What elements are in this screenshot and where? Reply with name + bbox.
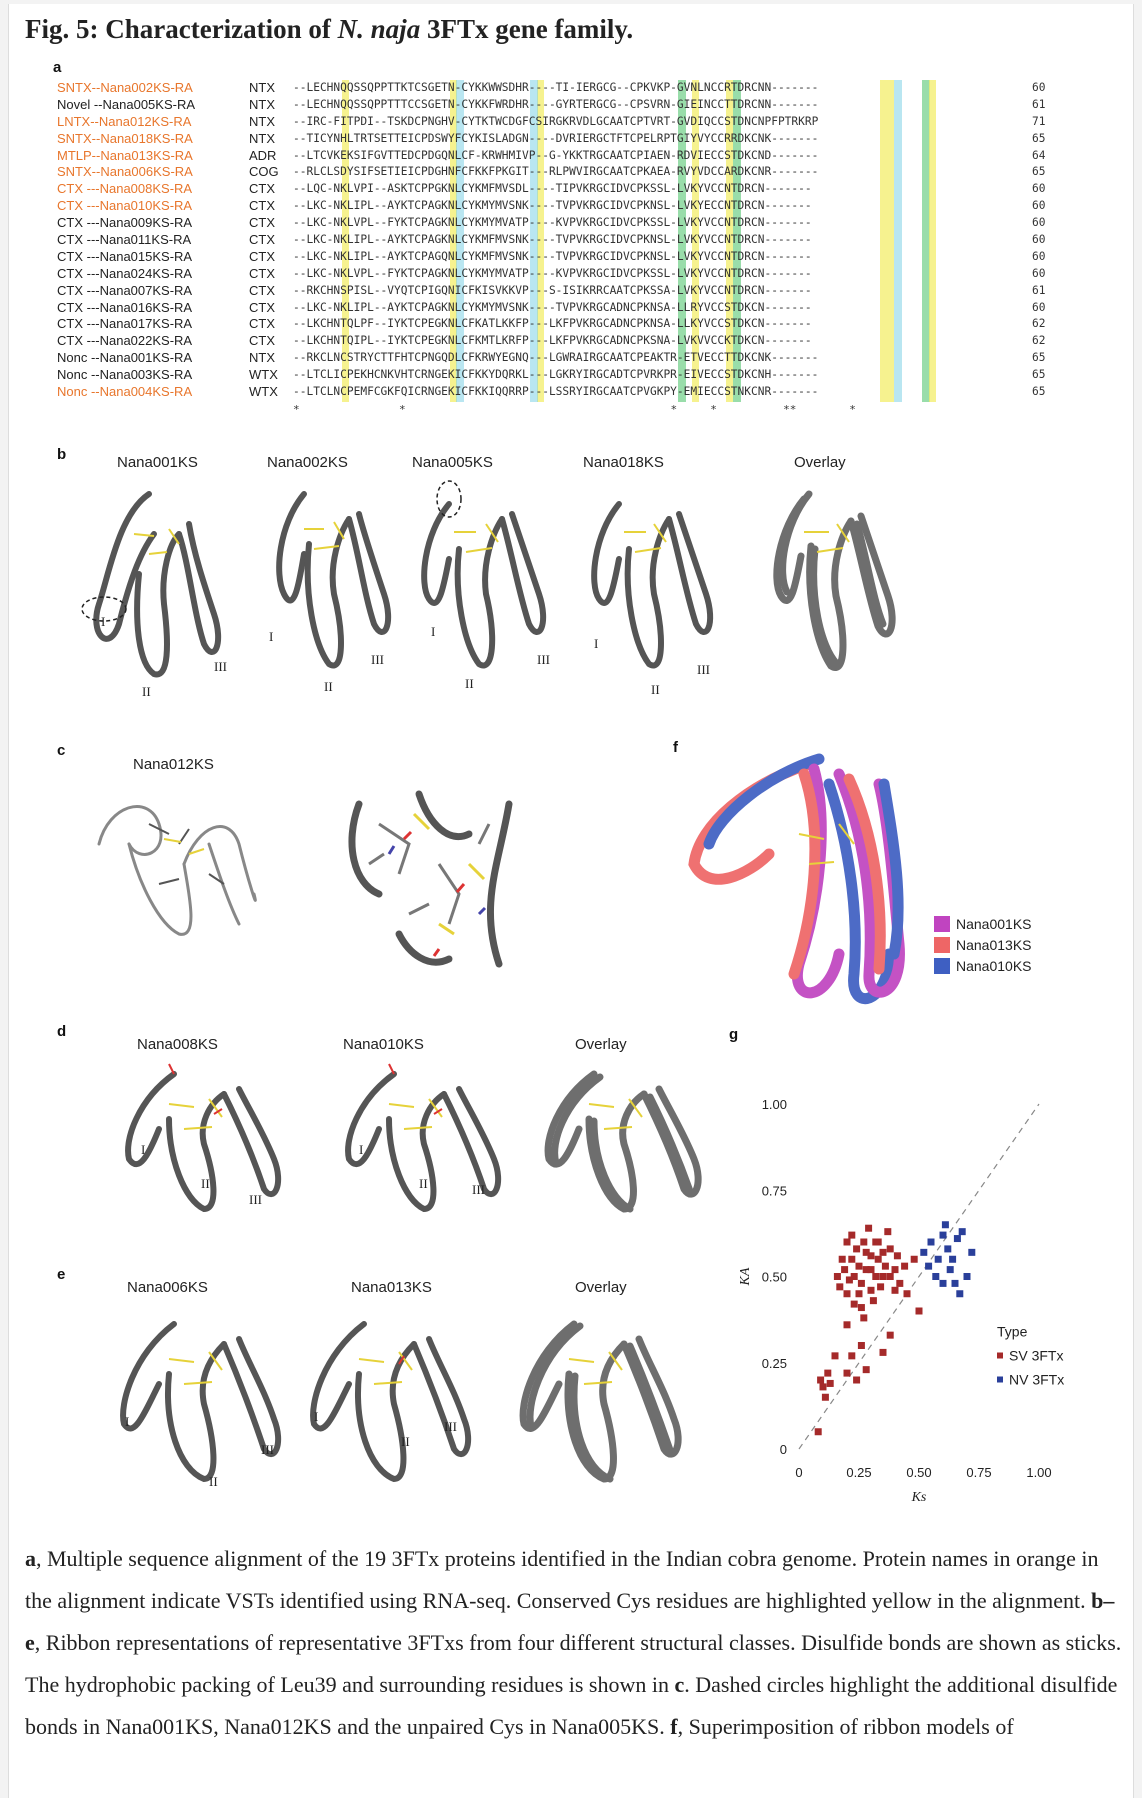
alignment-protein-type: CTX [249,333,275,349]
panel-g-label: g [729,1026,739,1043]
alignment-sequence: --LECHNQQSSQPPTTTCCSGETN-CYKKFWRDHR----GYRTERGCG--CPSVRN-GIEINCCTTDRCNN------- [293,97,819,111]
data-point-sv-3ftx [868,1287,875,1294]
data-point-sv-3ftx [858,1280,865,1287]
data-point-nv-3ftx [954,1235,961,1242]
alignment-protein-name: SNTX--Nana018KS-RA [57,130,193,146]
alignment-protein-type: CTX [249,316,275,332]
alignment-length: 60 [1032,216,1046,230]
hydrophobic-packing-detail [339,784,539,984]
x-axis-label: Ks [911,1490,927,1505]
loop-label: III [472,1182,485,1197]
ribbon-structure-nana006ks [114,1304,284,1494]
data-point-nv-3ftx [940,1232,947,1239]
data-point-nv-3ftx [932,1273,939,1280]
alignment-protein-name: SNTX--Nana002KS-RA [57,80,193,95]
alignment-protein-type: CTX [249,198,275,214]
alignment-protein-name: SNTX--Nana006KS-RA [57,164,193,180]
alignment-sequence: --LKCHNTQIPL--IYKTCPEGKNLCFKMTLKRFP---LKFPVKRGCADNCPKSNA-LVKVVCCKTDKCN------- [293,334,812,348]
x-tick-label: 0.50 [906,1465,932,1480]
loop-label: I [269,629,274,644]
alignment-protein-type: CTX [249,215,275,231]
panel-d-structure-label: Nana010KS [343,1036,424,1053]
alignment-sequence: --LTCLICPEKHCNKVHTCRNGEKICFKKYDQRKL---LGKRYIRGCADTCPVRKPR-EIVECCSTDKCNH------- [293,368,819,382]
alignment-sequence: --LTCVKEKSIFGVTTEDCPDGQNLCF-KRWHMIVP--G-YKKTRGCAATCPIAEN-RDVIECCSTDKCND------- [293,148,819,162]
alignment-length: 60 [1032,182,1046,196]
alignment-protein-type: CTX [249,265,275,281]
data-point-sv-3ftx [853,1245,860,1252]
ribbon-structure-nana005ks [404,474,554,694]
panel-b-structure-label: Nana005KS [412,454,493,471]
legend-marker [997,1377,1003,1383]
alignment-row [57,164,1047,181]
alignment-sequence: --TICYNHLTRTSETTEICPDSWYFCYKISLADGN----DVRIERGCTFTCPELRPTGIYVYCCRRDKCNK------- [293,131,819,145]
loop-label: II [419,1176,428,1191]
y-tick-label: 1.00 [761,1097,787,1112]
alignment-length: 61 [1032,283,1046,297]
data-point-sv-3ftx [848,1352,855,1359]
panel-b-label: b [57,446,67,463]
data-point-nv-3ftx [959,1228,966,1235]
alignment-row [57,215,1047,232]
alignment-row [57,367,1047,384]
caption-text-be: , Ribbon representations of representative 3FTxs from four different structural classes. Disulfide bonds are shown as sticks. The hydrophobic packing of Leu39 and surrounding residues is shown in [25,1630,1122,1697]
alignment-length: 60 [1032,233,1046,247]
alignment-length: 65 [1032,131,1046,145]
loop-label: II [324,679,333,694]
legend-entry: NV 3FTx [1009,1371,1065,1388]
panel-e-label: e [57,1266,66,1283]
data-point-nv-3ftx [968,1249,975,1256]
data-point-sv-3ftx [822,1394,829,1401]
figure-title [25,14,633,45]
alignment-protein-name: CTX ---Nana024KS-RA [57,265,193,281]
alignment-protein-name: CTX ---Nana015KS-RA [57,248,193,264]
alignment-protein-type: NTX [249,350,275,366]
alignment-length: 60 [1032,266,1046,280]
data-point-nv-3ftx [928,1239,935,1246]
alignment-length: 65 [1032,165,1046,179]
alignment-row [57,148,1047,165]
panel-e-structure-label: Overlay [575,1279,627,1296]
alignment-row [57,97,1047,114]
data-point-sv-3ftx [827,1380,834,1387]
loop-label: II [401,1434,410,1449]
data-point-sv-3ftx [887,1245,894,1252]
legend-label: Nana001KS [956,916,1032,932]
alignment-protein-type: CTX [249,299,275,315]
alignment-row [57,131,1047,148]
alignment-protein-type: CTX [249,181,275,197]
alignment-protein-type: NTX [249,130,275,146]
data-point-sv-3ftx [880,1273,887,1280]
loop-label: I [125,1414,130,1429]
alignment-row [57,249,1047,266]
ribbon-structure-overlay-d [534,1059,714,1219]
alignment-sequence: --LTCLNCPEMFCGKFQICRNGEKICFKKIQQRRP---LSSRYIRGCAATCPVGKPY-EMIECCSTNKCNR------- [293,385,819,399]
data-point-sv-3ftx [832,1352,839,1359]
loop-label: II [209,1474,218,1489]
alignment-protein-name: Nonc --Nana003KS-RA [57,367,193,383]
data-point-sv-3ftx [894,1252,901,1259]
panel-a-label: a [53,59,62,76]
figure-title-prefix: Fig. 5: Characterization of [25,14,338,44]
data-point-sv-3ftx [836,1283,843,1290]
alignment-protein-name: Novel --Nana005KS-RA [57,96,196,112]
superimposed-ribbon-models [689,744,949,1024]
data-point-sv-3ftx [848,1256,855,1263]
ribbon-structure-nana012ks [89,784,269,944]
alignment-sequence: --LECHNQQSSQPPTTKTCSGETN-CYKKWWSDHR----TI-IERGCG--CPKVKP-GVNLNCCRTDRCNN------- [293,81,819,94]
alignment-protein-type: WTX [249,384,278,400]
data-point-sv-3ftx [858,1342,865,1349]
data-point-nv-3ftx [940,1280,947,1287]
alignment-sequence: --LKCHNTQLPF--IYKTCPEGKNLCFKATLKKFP---LKFPVKRGCADNCPKNSA-LLKYVCCSTDKCN------- [293,317,812,331]
data-point-sv-3ftx [896,1280,903,1287]
data-point-sv-3ftx [817,1377,824,1384]
data-point-sv-3ftx [877,1283,884,1290]
alignment-sequence: --LKC-NKLIPL--AYKTCPAGKNLCYKMFMVSNK----TVPVKRGCIDVCPKNSL-LVKYVCCNTDRCN------- [293,233,812,247]
data-point-sv-3ftx [901,1263,908,1270]
loop-label: III [537,652,550,667]
data-point-sv-3ftx [865,1225,872,1232]
alignment-length: 65 [1032,385,1046,399]
data-point-sv-3ftx [911,1256,918,1263]
panel-e-structure-label: Nana006KS [127,1279,208,1296]
alignment-protein-name: CTX ---Nana007KS-RA [57,282,193,298]
alignment-protein-name: CTX ---Nana011KS-RA [57,232,192,248]
legend-label: Nana013KS [956,937,1032,953]
alignment-row [57,384,1047,401]
legend-title: Type [997,1323,1028,1340]
legend-marker [997,1353,1003,1359]
data-point-sv-3ftx [904,1290,911,1297]
legend-entry: SV 3FTx [1009,1347,1064,1364]
alignment-row [57,266,1047,283]
caption-label-f: f [670,1714,678,1739]
alignment-protein-type: CTX [249,248,275,264]
alignment-sequence: --RLCLSDYSIFSETIEICPDGHNFCFKKFPKGIT---RLPWVIRGCAATCPKAEA-RVYVDCCARDKCNR------- [293,165,819,179]
panel-c-label: c [57,742,66,759]
loop-label: III [261,1442,274,1457]
loop-label: III [444,1419,457,1434]
data-point-sv-3ftx [846,1276,853,1283]
data-point-sv-3ftx [892,1266,899,1273]
y-axis-label: KA [738,1267,753,1286]
alignment-sequence: --RKCLNCSTRYCTTFHTCPNGQDLCFKRWYEGNQ---LGWRAIRGCAATCPEAKTR-ETVECCTTDKCNK------- [293,351,819,365]
data-point-sv-3ftx [824,1370,831,1377]
data-point-nv-3ftx [964,1273,971,1280]
data-point-sv-3ftx [870,1297,877,1304]
alignment-protein-type: WTX [249,367,278,383]
alignment-protein-name: Nonc --Nana001KS-RA [57,350,193,366]
panel-b-structure-label: Nana002KS [267,454,348,471]
data-point-sv-3ftx [884,1228,891,1235]
panel-b-structure-label: Overlay [794,454,846,471]
alignment-protein-type: CTX [249,232,275,248]
y-tick-label: 0 [779,1442,787,1457]
alignment-length: 60 [1032,199,1046,213]
conservation-stars: * * * * ** * [293,403,856,416]
alignment-protein-name: CTX ---Nana009KS-RA [57,215,193,231]
alignment-row [57,300,1047,317]
legend-swatch-nana001ks [934,916,950,932]
figure-title-suffix: 3FTx gene family. [420,14,634,44]
panel-d-structure-label: Overlay [575,1036,627,1053]
figure-caption [25,1538,1125,1748]
caption-text-f: , Superimposition of ribbon models of [677,1714,1014,1739]
data-point-sv-3ftx [839,1256,846,1263]
data-point-nv-3ftx [920,1249,927,1256]
loop-label: I [431,624,436,639]
data-point-sv-3ftx [841,1266,848,1273]
data-point-sv-3ftx [860,1314,867,1321]
alignment-row [57,80,1047,97]
figure-card [8,4,1134,1798]
alignment-protein-type: NTX [249,96,275,112]
data-point-sv-3ftx [880,1349,887,1356]
alignment-sequence: --IRC-FITPDI--TSKDCPNGHV-CYTKTWCDGFCSIRGKRVDLGCAATCPTVRT-GVDIQCCSTDNCNPFPTRKRP [293,114,819,128]
alignment-length: 61 [1032,97,1046,111]
alignment-protein-name: CTX ---Nana008KS-RA [57,181,193,197]
data-point-nv-3ftx [949,1256,956,1263]
loop-label: II [465,676,474,691]
data-point-nv-3ftx [942,1221,949,1228]
data-point-sv-3ftx [916,1308,923,1315]
ribbon-structure-overlay-b [749,474,909,694]
alignment-sequence: --LKC-NKLVPL--FYKTCPAGKNLCYKMYMVATP----KVPVKRGCIDVCPKSSL-LVKYVCCNTDRCN------- [293,216,812,230]
alignment-protein-name: CTX ---Nana017KS-RA [57,316,193,332]
alignment-protein-type: COG [249,164,279,180]
data-point-sv-3ftx [856,1290,863,1297]
alignment-sequence: --LKC-NKLVPL--FYKTCPAGKNLCYKMYMVATP----KVPVKRGCIDVCPKSSL-LVKYVCCNTDRCN------- [293,266,812,280]
panel-b-structure-label: Nana018KS [583,454,664,471]
data-point-sv-3ftx [844,1239,851,1246]
alignment-sequence: --LKC-NKLIPL--AYKTCPAGKNLCYKMYMVSNK----TVPVKRGCIDVCPKNSL-LVKYECCNTDRCN------- [293,199,812,213]
y-tick-label: 0.25 [761,1355,787,1371]
loop-label: II [651,682,660,697]
figure-title-species: N. naja [337,14,421,44]
data-point-sv-3ftx [880,1249,887,1256]
ribbon-structure-nana001ks [79,474,229,704]
alignment-row [57,316,1047,333]
ribbon-structure-overlay-e [514,1304,694,1494]
data-point-nv-3ftx [944,1245,951,1252]
alignment-length: 62 [1032,334,1046,348]
alignment-protein-type: NTX [249,113,275,129]
alignment-row [57,232,1047,249]
alignment-sequence: --LKC-NKLIPL--AYKTCPAGQNLCYKMFMVSNK----TVPVKRGCIDVCPKNSL-LVKYVCCNTDRCN------- [293,249,812,263]
data-point-sv-3ftx [887,1273,894,1280]
loop-label: I [141,1142,146,1157]
x-tick-label: 1.00 [1026,1465,1052,1480]
alignment-row [57,181,1047,198]
alignment-length: 60 [1032,81,1046,94]
panel-b-structure-label: Nana001KS [117,454,198,471]
data-point-sv-3ftx [834,1273,841,1280]
x-tick-label: 0 [795,1465,803,1480]
data-point-sv-3ftx [872,1273,879,1280]
data-point-sv-3ftx [875,1239,882,1246]
alignment-protein-name: CTX ---Nana016KS-RA [57,299,193,315]
data-point-sv-3ftx [844,1370,851,1377]
data-point-sv-3ftx [844,1290,851,1297]
alignment-sequence: --LQC-NKLVPI--ASKTCPPGKNLCYKMFMVSDL----TIPVKRGCIDVCPKSSL-LVKYVCCNTDRCN------- [293,182,812,196]
ka-ks-scatter-chart [738,1089,1079,1505]
data-point-sv-3ftx [882,1263,889,1270]
alignment-protein-name: LNTX--Nana012KS-RA [57,113,192,129]
legend-swatch-nana013ks [934,937,950,953]
data-point-sv-3ftx [851,1301,858,1308]
loop-label: II [201,1176,210,1191]
caption-label-a: a [25,1546,36,1571]
alignment-protein-type: CTX [249,282,275,298]
data-point-sv-3ftx [848,1232,855,1239]
alignment-sequence: --RKCHNSPISL--VYQTCPIGQNICFKISVKKVP---S-ISIKRRCAATCPKSSA-LVKYVCCNTDRCN------- [293,283,812,297]
alignment-length: 60 [1032,300,1046,314]
data-point-sv-3ftx [820,1383,827,1390]
panel-e-structure-label: Nana013KS [351,1279,432,1296]
data-point-sv-3ftx [863,1249,870,1256]
loop-label: III [371,652,384,667]
alignment-protein-name: CTX ---Nana022KS-RA [57,333,193,349]
data-point-nv-3ftx [947,1266,954,1273]
panel-c-structure-label: Nana012KS [133,756,214,773]
y-tick-label: 0.75 [761,1183,787,1199]
alignment-protein-type: NTX [249,80,275,95]
legend-label: Nana010KS [956,958,1032,974]
alignment-protein-name: Nonc --Nana004KS-RA [57,384,193,400]
data-point-sv-3ftx [887,1332,894,1339]
data-point-nv-3ftx [956,1290,963,1297]
sequence-alignment [57,80,1047,401]
data-point-sv-3ftx [815,1428,822,1435]
alignment-protein-name: MTLP--Nana013KS-RA [57,147,193,163]
alignment-length: 62 [1032,317,1046,331]
alignment-protein-name: CTX ---Nana010KS-RA [57,198,193,214]
data-point-sv-3ftx [875,1256,882,1263]
loop-label: III [214,659,227,674]
panel-f-label: f [673,739,678,756]
data-point-sv-3ftx [860,1239,867,1246]
loop-label: III [249,1192,262,1207]
data-point-nv-3ftx [952,1280,959,1287]
caption-text-c: . Dashed circles highlight the additional disulfide bonds in Nana001KS, Nana012KS and the unpaired Cys in Nana005KS. [25,1672,1118,1739]
alignment-row [57,114,1047,131]
data-point-sv-3ftx [868,1266,875,1273]
caption-text-a: , Multiple sequence alignment of the 19 3FTx proteins identified in the Indian cobra genome. Protein names in orange in the alignment indicate VSTs identified using RNA-seq. Conserved Cys residues are highlighted yellow in the alignment. [25,1546,1099,1613]
data-point-sv-3ftx [844,1321,851,1328]
x-tick-label: 0.25 [846,1465,872,1480]
loop-label: III [697,662,710,677]
legend-swatch-nana010ks [934,958,950,974]
alignment-row [57,350,1047,367]
ribbon-structure-nana018ks [569,474,719,694]
data-point-sv-3ftx [853,1377,860,1384]
ribbon-structure-nana013ks [304,1304,474,1494]
loop-label: I [314,1409,319,1424]
panel-d-structure-label: Nana008KS [137,1036,218,1053]
alignment-length: 65 [1032,351,1046,365]
data-point-nv-3ftx [935,1256,942,1263]
loop-label: I [594,636,599,651]
alignment-row [57,283,1047,300]
alignment-row [57,198,1047,215]
caption-label-c: c [674,1672,685,1697]
alignment-length: 64 [1032,148,1046,162]
alignment-length: 71 [1032,114,1046,128]
caption-label-be: b–e [25,1588,1115,1655]
alignment-row [57,333,1047,350]
loop-label: I [101,614,106,629]
alignment-protein-type: ADR [249,147,277,163]
data-point-sv-3ftx [863,1366,870,1373]
data-point-nv-3ftx [925,1263,932,1270]
loop-label: II [142,684,151,699]
panel-d-label: d [57,1023,67,1040]
y-tick-label: 0.50 [761,1269,787,1285]
data-point-sv-3ftx [892,1287,899,1294]
loop-label: I [359,1142,364,1157]
x-tick-label: 0.75 [966,1465,992,1480]
alignment-length: 65 [1032,368,1046,382]
alignment-sequence: --LKC-NKLIPL--AYKTCPAGKNLCYKMYMVSNK----TVPVKRGCADNCPKNSA-LLRYVCCSTDKCN------- [293,300,812,314]
alignment-length: 60 [1032,249,1046,263]
data-point-sv-3ftx [856,1263,863,1270]
data-point-sv-3ftx [858,1304,865,1311]
